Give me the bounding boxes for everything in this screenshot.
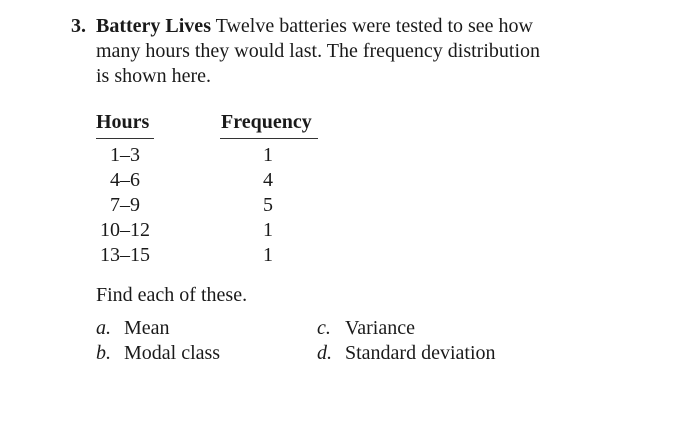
part-letter: b. — [96, 342, 111, 364]
hours-header: Hours — [96, 111, 150, 133]
frequency-cell: 4 — [263, 169, 273, 191]
frequency-cell: 1 — [263, 219, 273, 241]
part-d — [317, 341, 496, 366]
problem-line-3: is shown here. — [96, 65, 211, 87]
part-a — [96, 316, 170, 341]
hours-cell: 7–9 — [110, 194, 140, 216]
part-b — [96, 341, 220, 366]
part-label: Modal class — [124, 342, 221, 364]
problem-line-1: Twelve batteries were tested to see how — [215, 15, 533, 37]
part-letter: c. — [317, 317, 331, 339]
part-label: Standard deviation — [345, 342, 496, 364]
table-row — [96, 168, 320, 193]
hours-cell: 4–6 — [110, 169, 140, 191]
frequency-cell: 5 — [263, 194, 273, 216]
table-row — [96, 193, 320, 218]
part-label: Variance — [345, 317, 415, 339]
header-rule-frequency — [220, 138, 318, 139]
frequency-cell: 1 — [263, 144, 273, 166]
frequency-cell: 1 — [263, 244, 273, 266]
problem-line-2: many hours they would last. The frequency distribution — [96, 40, 540, 62]
table-row — [96, 218, 320, 243]
part-label: Mean — [124, 317, 170, 339]
table-row — [96, 143, 320, 168]
problem-text — [96, 14, 591, 89]
hours-cell: 13–15 — [100, 244, 150, 266]
problem-number: 3. — [71, 15, 86, 37]
part-c — [317, 316, 415, 341]
frequency-header: Frequency — [221, 111, 312, 133]
hours-cell: 1–3 — [110, 144, 140, 166]
part-letter: a. — [96, 317, 111, 339]
problem-title: Battery Lives — [96, 15, 211, 37]
hours-cell: 10–12 — [100, 219, 150, 241]
table-row — [96, 243, 320, 268]
header-rule-hours — [96, 138, 154, 139]
part-letter: d. — [317, 342, 332, 364]
instruction-text: Find each of these. — [96, 284, 248, 306]
